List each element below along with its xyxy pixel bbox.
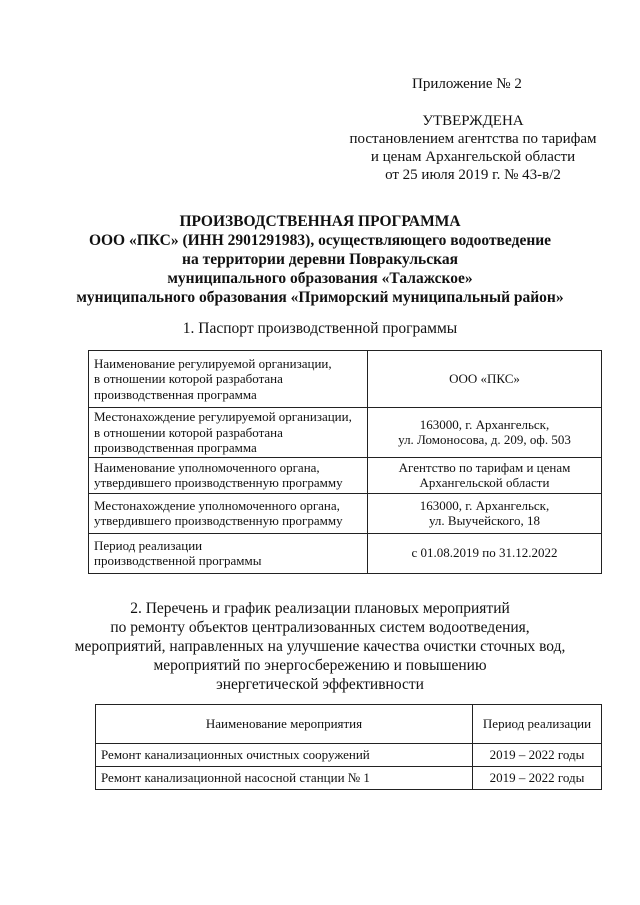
cell-line: 163000, г. Архангельск, <box>419 497 550 513</box>
table-header-row <box>96 705 602 744</box>
measures-table <box>95 704 602 790</box>
table-row <box>89 493 602 533</box>
header-name: Наименование мероприятия <box>96 705 473 744</box>
cell-line: производственная программа <box>94 386 257 402</box>
passport-value <box>368 457 602 493</box>
measure-name: Ремонт канализационной насосной станции № 1 <box>96 767 473 790</box>
passport-key <box>89 493 368 533</box>
cell-line: ООО «ПКС» <box>449 371 520 387</box>
approval-line: постановлением агентства по тарифам <box>349 131 597 147</box>
title-line: муниципального образования «Приморский муниципальный район» <box>76 289 564 306</box>
measure-period: 2019 – 2022 годы <box>473 744 602 767</box>
cell-line: Наименование регулируемой организации, <box>94 355 332 371</box>
passport-value <box>368 351 602 408</box>
title-line: мероприятий, направленных на улучшение качества очистки сточных вод, <box>74 638 566 655</box>
cell-line: в отношении которой разработана <box>94 424 283 440</box>
table-row <box>89 408 602 458</box>
table-row <box>89 533 602 573</box>
cell-line: в отношении которой разработана <box>94 371 283 387</box>
cell-line: ул. Выучейского, 18 <box>428 513 541 528</box>
passport-value <box>368 493 602 533</box>
table-row <box>96 767 602 790</box>
measure-period: 2019 – 2022 годы <box>473 767 602 790</box>
cell-line: утвердившего производственную программу <box>94 513 343 528</box>
passport-key <box>89 351 368 408</box>
passport-key <box>89 457 368 493</box>
title-line: ООО «ПКС» (ИНН 2901291983), осуществляющего водоотведение <box>88 232 552 249</box>
passport-key <box>89 533 368 573</box>
table-row <box>89 457 602 493</box>
cell-line: Период реализации <box>94 537 203 553</box>
cell-line: Наименование уполномоченного органа, <box>94 459 320 475</box>
section2-title <box>60 599 580 694</box>
cell-line: производственной программы <box>94 553 262 568</box>
cell-line: с 01.08.2019 по 31.12.2022 <box>411 545 558 561</box>
appendix-label: Приложение № 2 <box>412 76 522 92</box>
cell-line: ул. Ломоносова, д. 209, оф. 503 <box>398 432 571 448</box>
cell-line: утвердившего производственную программу <box>94 475 343 490</box>
title-line: на территории деревни Повракульская <box>182 251 458 268</box>
approval-block <box>340 112 606 184</box>
table-row <box>96 744 602 767</box>
approval-line: от 25 июля 2019 г. № 43-в/2 <box>385 167 561 183</box>
cell-line: Агентство по тарифам и ценам <box>398 459 571 475</box>
title-line: по ремонту объектов централизованных систем водоотведения, <box>110 619 530 636</box>
header-period: Период реализации <box>473 705 602 744</box>
cell-line: Архангельской области <box>419 475 550 490</box>
title-line: мероприятий по энергосбережению и повышению <box>153 657 487 674</box>
passport-table <box>88 350 602 574</box>
cell-line: Местонахождение уполномоченного органа, <box>94 497 340 513</box>
cell-line: 163000, г. Архангельск, <box>419 416 550 432</box>
cell-line: Местонахождение регулируемой организации, <box>94 409 352 424</box>
passport-value <box>368 408 602 458</box>
approval-line: и ценам Архангельской области <box>370 149 576 165</box>
title-line: 2. Перечень и график реализации плановых мероприятий <box>130 600 510 617</box>
passport-value <box>368 533 602 573</box>
title-line: муниципального образования «Талажское» <box>167 270 473 287</box>
cell-line: производственная программа <box>94 440 257 455</box>
table-row <box>89 351 602 408</box>
document-title <box>60 212 580 307</box>
section1-title: 1. Паспорт производственной программы <box>182 320 458 337</box>
title-line: ПРОИЗВОДСТВЕННАЯ ПРОГРАММА <box>179 213 461 230</box>
title-line: энергетической эффективности <box>216 676 424 693</box>
measure-name: Ремонт канализационных очистных сооружений <box>96 744 473 767</box>
passport-key <box>89 408 368 458</box>
approval-head: УТВЕРЖДЕНА <box>422 113 524 129</box>
